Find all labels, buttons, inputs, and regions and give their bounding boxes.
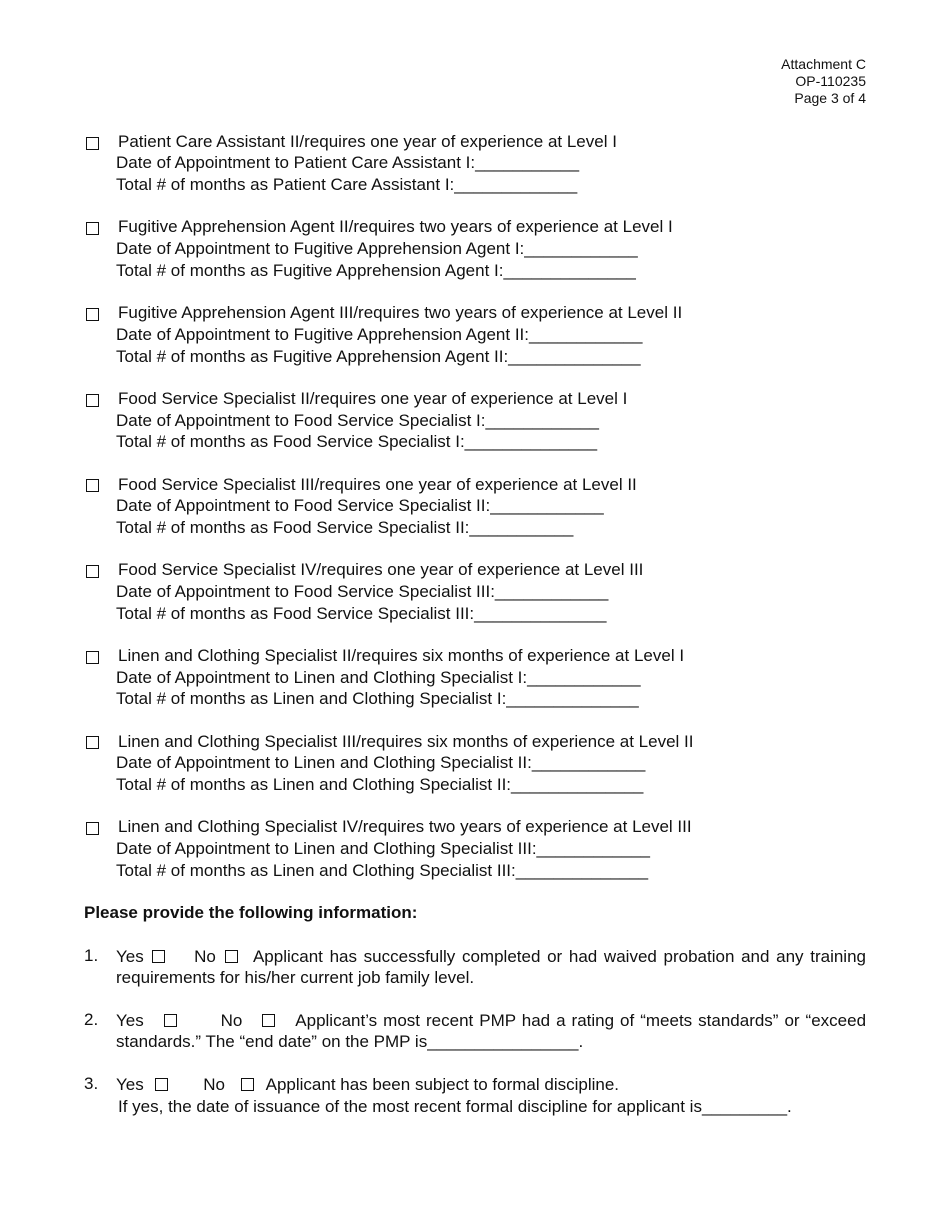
no-label: No xyxy=(194,947,216,966)
position-title: Patient Care Assistant II/requires one year of experience at Level I xyxy=(118,132,617,151)
appointment-date-line[interactable]: Date of Appointment to Food Service Specialist I:____________ xyxy=(116,411,599,430)
no-checkbox[interactable] xyxy=(225,950,238,963)
no-label: No xyxy=(220,1011,243,1030)
yes-checkbox[interactable] xyxy=(152,950,165,963)
position-title: Fugitive Apprehension Agent III/requires two years of experience at Level II xyxy=(118,303,683,322)
position-checkbox[interactable] xyxy=(86,222,99,235)
months-total-line[interactable]: Total # of months as Linen and Clothing Specialist I:______________ xyxy=(116,689,639,708)
appointment-date-line[interactable]: Date of Appointment to Fugitive Apprehension Agent I:____________ xyxy=(116,239,638,258)
question-text-block xyxy=(116,1010,866,1052)
position-title: Food Service Specialist II/requires one year of experience at Level I xyxy=(118,389,628,408)
question-number: 3. xyxy=(84,1074,99,1093)
months-total-line[interactable]: Total # of months as Fugitive Apprehension Agent I:______________ xyxy=(116,261,636,280)
info-heading: Please provide the following information: xyxy=(84,903,418,922)
position-checkbox[interactable] xyxy=(86,822,99,835)
attachment-label: Attachment C xyxy=(781,56,866,72)
yes-checkbox[interactable] xyxy=(155,1078,168,1091)
yes-checkbox[interactable] xyxy=(164,1014,177,1027)
position-checkbox[interactable] xyxy=(86,565,99,578)
question-text: Applicant has been subject to formal discipline. xyxy=(265,1075,620,1094)
appointment-date-line[interactable]: Date of Appointment to Linen and Clothing Specialist II:____________ xyxy=(116,753,646,772)
discipline-date-line[interactable]: If yes, the date of issuance of the most recent formal discipline for applicant is_________. xyxy=(118,1097,792,1116)
appointment-date-line[interactable]: Date of Appointment to Food Service Specialist III:____________ xyxy=(116,582,609,601)
yes-label: Yes xyxy=(116,1075,144,1094)
appointment-date-line[interactable]: Date of Appointment to Linen and Clothing Specialist I:____________ xyxy=(116,668,641,687)
position-checkbox[interactable] xyxy=(86,394,99,407)
no-checkbox[interactable] xyxy=(241,1078,254,1091)
position-checkbox[interactable] xyxy=(86,651,99,664)
months-total-line[interactable]: Total # of months as Fugitive Apprehension Agent II:______________ xyxy=(116,347,641,366)
appointment-date-line[interactable]: Date of Appointment to Food Service Specialist II:____________ xyxy=(116,496,604,515)
yes-label: Yes xyxy=(116,947,144,966)
position-checkbox[interactable] xyxy=(86,479,99,492)
position-title: Food Service Specialist III/requires one year of experience at Level II xyxy=(118,475,637,494)
position-title: Food Service Specialist IV/requires one year of experience at Level III xyxy=(118,560,644,579)
months-total-line[interactable]: Total # of months as Food Service Specialist II:___________ xyxy=(116,518,574,537)
position-checkbox[interactable] xyxy=(86,736,99,749)
position-title: Linen and Clothing Specialist II/requires six months of experience at Level I xyxy=(118,646,685,665)
question-number: 1. xyxy=(84,946,99,965)
no-checkbox[interactable] xyxy=(262,1014,275,1027)
position-title: Linen and Clothing Specialist III/requires six months of experience at Level II xyxy=(118,732,694,751)
appointment-date-line[interactable]: Date of Appointment to Patient Care Assistant I:___________ xyxy=(116,153,580,172)
appointment-date-line[interactable]: Date of Appointment to Fugitive Apprehension Agent II:____________ xyxy=(116,325,643,344)
question-text[interactable]: Applicant’s most recent PMP had a rating of “meets standards” or “exceed standards.” The “end date” on the PMP is________________. xyxy=(116,1011,867,1051)
document-number: OP-110235 xyxy=(795,73,866,89)
months-total-line[interactable]: Total # of months as Linen and Clothing Specialist III:______________ xyxy=(116,861,649,880)
months-total-line[interactable]: Total # of months as Food Service Specialist III:______________ xyxy=(116,604,607,623)
attachment-header xyxy=(781,56,866,107)
position-checkbox[interactable] xyxy=(86,308,99,321)
no-label: No xyxy=(203,1075,225,1094)
appointment-date-line[interactable]: Date of Appointment to Linen and Clothing Specialist III:____________ xyxy=(116,839,650,858)
position-title: Linen and Clothing Specialist IV/requires two years of experience at Level III xyxy=(118,817,692,836)
months-total-line[interactable]: Total # of months as Patient Care Assistant I:_____________ xyxy=(116,175,578,194)
question-number: 2. xyxy=(84,1010,99,1029)
page-number: Page 3 of 4 xyxy=(794,90,866,106)
position-checkbox[interactable] xyxy=(86,137,99,150)
question-text-block xyxy=(116,1074,619,1095)
yes-label: Yes xyxy=(116,1011,144,1030)
months-total-line[interactable]: Total # of months as Food Service Specialist I:______________ xyxy=(116,432,598,451)
question-text: Applicant has successfully completed or had waived probation and any training requirements for his/her current job family level. xyxy=(116,947,866,987)
months-total-line[interactable]: Total # of months as Linen and Clothing Specialist II:______________ xyxy=(116,775,644,794)
question-text-block xyxy=(116,946,866,988)
position-title: Fugitive Apprehension Agent II/requires two years of experience at Level I xyxy=(118,217,673,236)
